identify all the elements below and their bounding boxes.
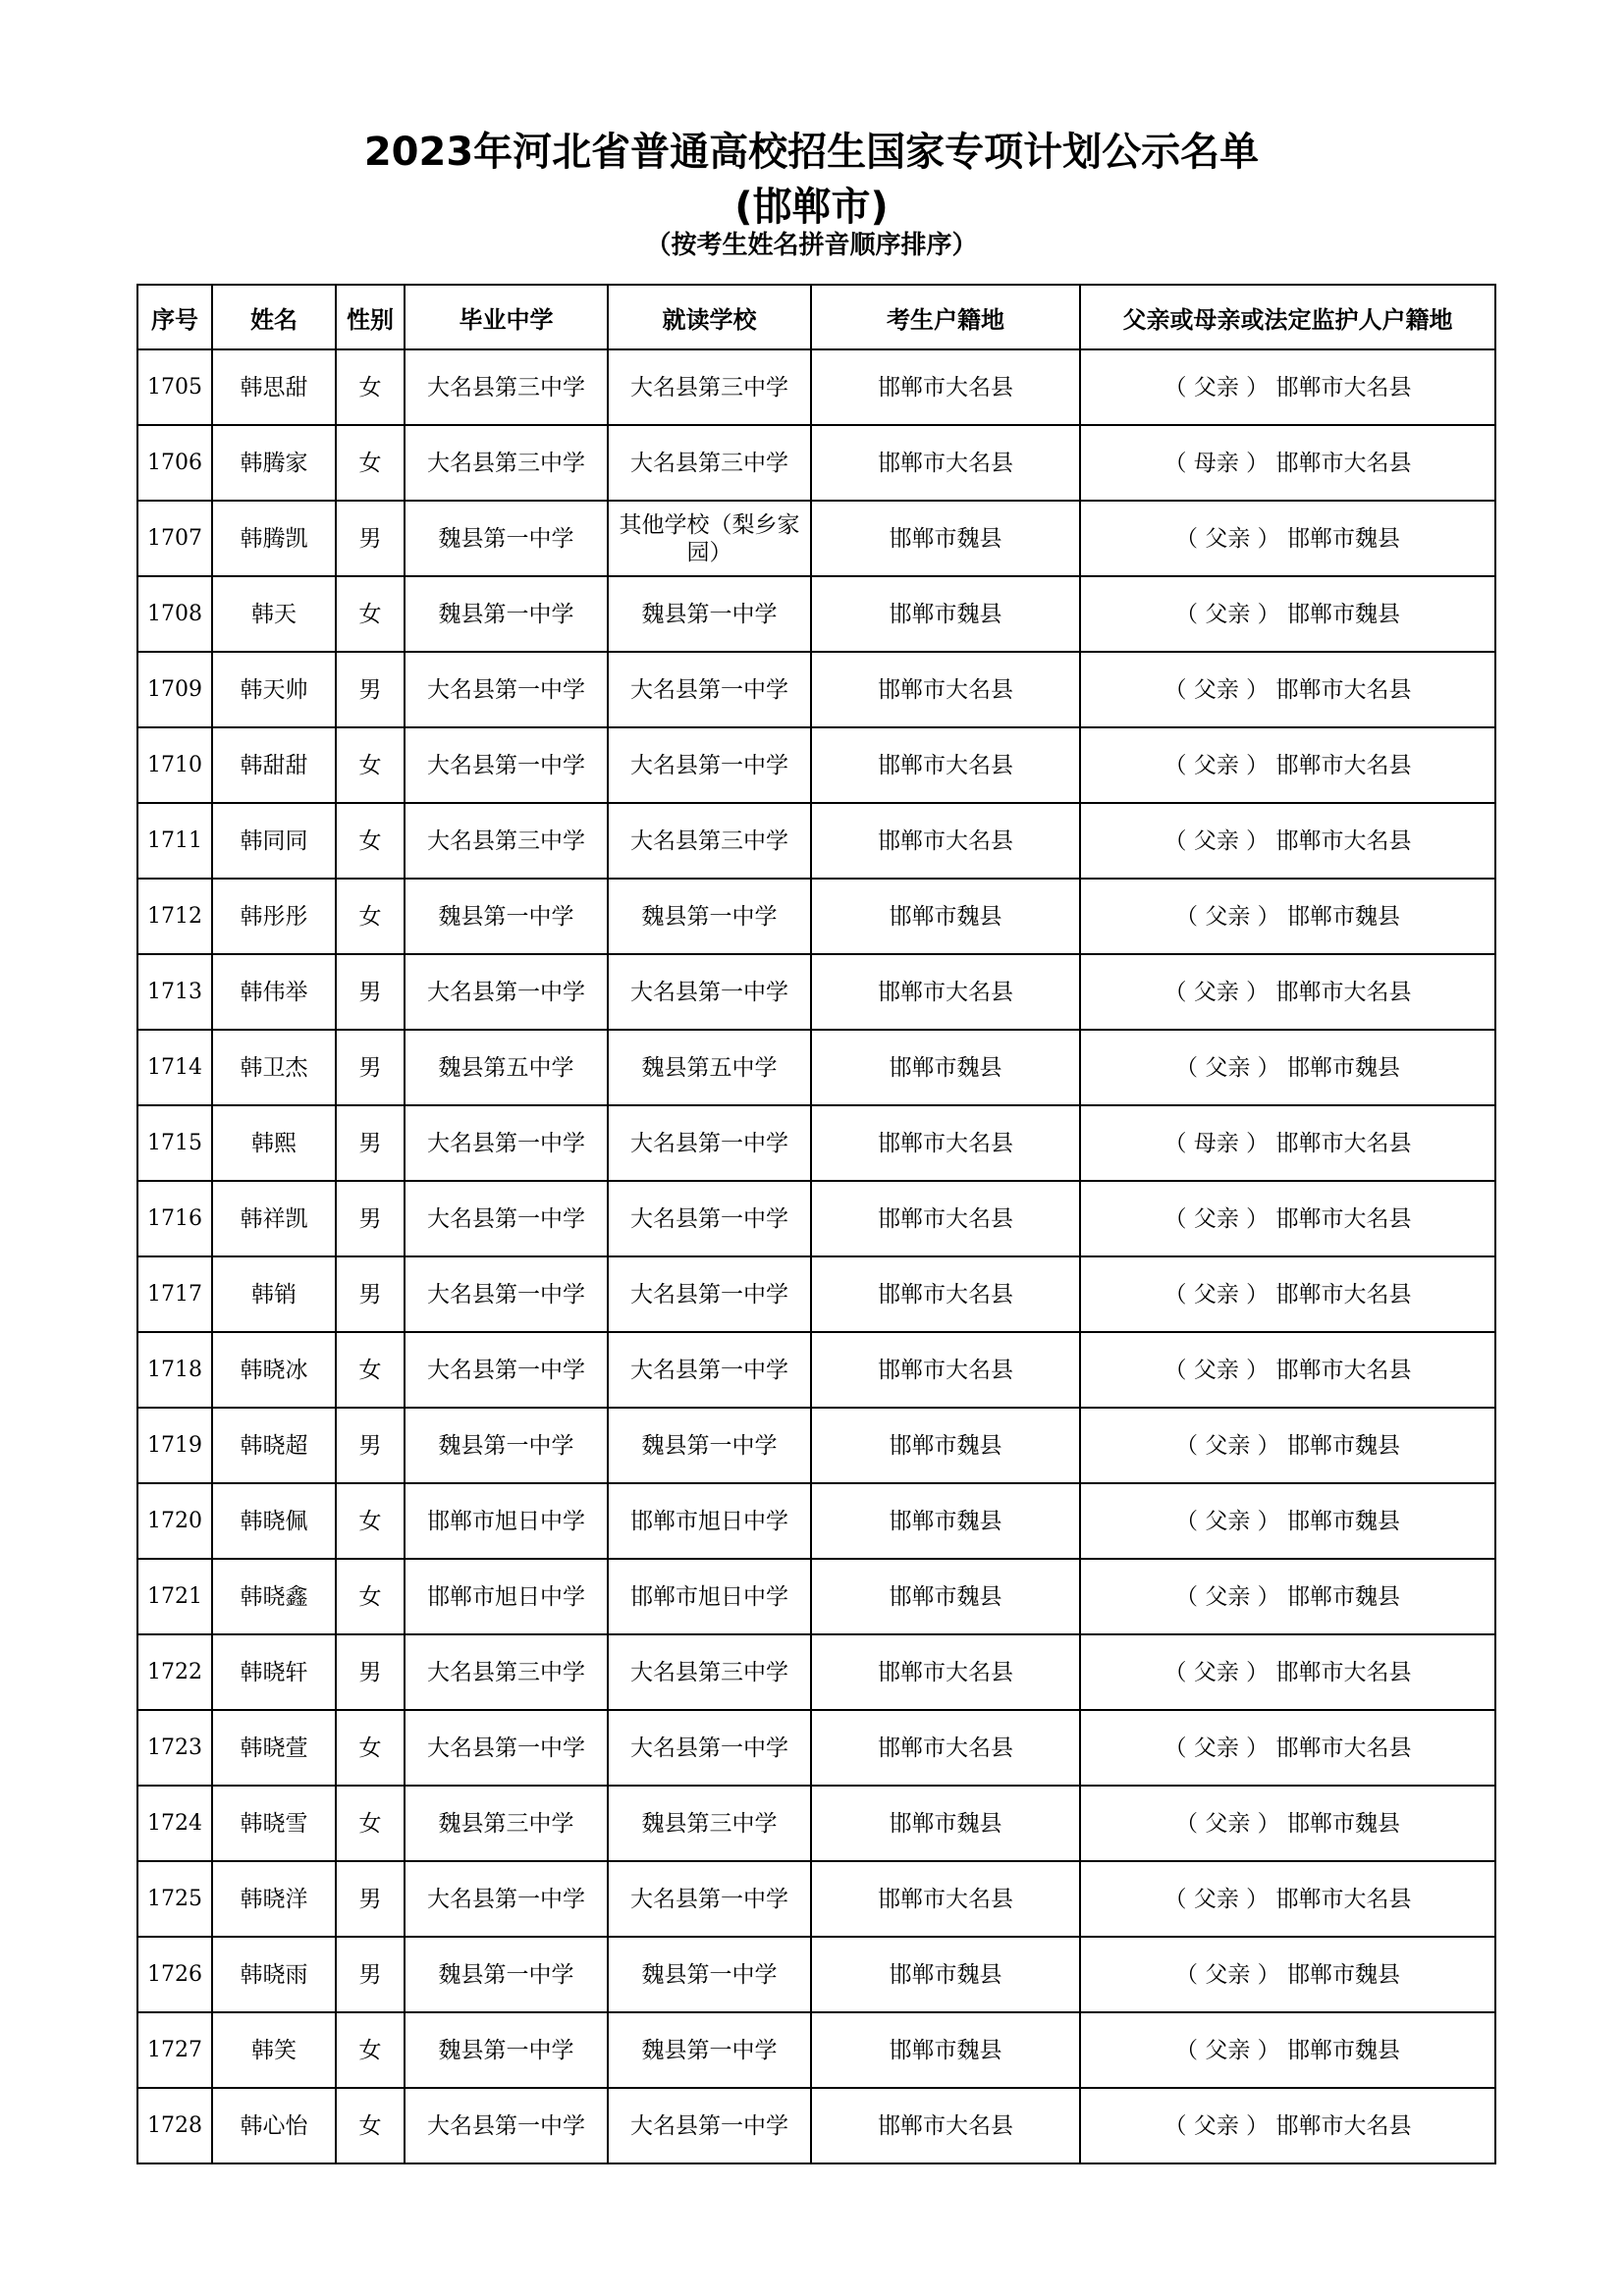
- cell-student-hukou: 邯郸市魏县: [811, 576, 1080, 652]
- cell-student-hukou: 邯郸市大名县: [811, 727, 1080, 803]
- cell-seq: 1727: [137, 2012, 212, 2088]
- cell-current-school: 魏县第五中学: [608, 1030, 811, 1105]
- table-row: [137, 727, 1495, 803]
- cell-name: 韩晓萱: [212, 1710, 336, 1786]
- cell-guardian-hukou: （ 父亲 ） 邯郸市魏县: [1080, 1786, 1495, 1861]
- table-row: [137, 954, 1495, 1030]
- cell-grad-school: 大名县第三中学: [405, 1634, 608, 1710]
- cell-guardian-hukou: （ 父亲 ） 邯郸市大名县: [1080, 954, 1495, 1030]
- cell-name: 韩彤彤: [212, 879, 336, 954]
- table-row: [137, 349, 1495, 425]
- cell-gender: 女: [336, 349, 405, 425]
- cell-current-school: 其他学校（梨乡家园）: [608, 501, 811, 576]
- cell-student-hukou: 邯郸市大名县: [811, 349, 1080, 425]
- cell-gender: 女: [336, 1332, 405, 1408]
- cell-seq: 1726: [137, 1937, 212, 2012]
- cell-current-school: 魏县第一中学: [608, 1937, 811, 2012]
- cell-student-hukou: 邯郸市大名县: [811, 652, 1080, 727]
- cell-student-hukou: 邯郸市魏县: [811, 879, 1080, 954]
- col-header-name: 姓名: [212, 285, 336, 349]
- cell-grad-school: 大名县第一中学: [405, 727, 608, 803]
- cell-student-hukou: 邯郸市魏县: [811, 501, 1080, 576]
- table-row: [137, 1105, 1495, 1181]
- table-row: [137, 1559, 1495, 1634]
- cell-grad-school: 魏县第一中学: [405, 501, 608, 576]
- cell-seq: 1728: [137, 2088, 212, 2163]
- cell-grad-school: 大名县第三中学: [405, 803, 608, 879]
- table-row: [137, 1332, 1495, 1408]
- cell-current-school: 邯郸市旭日中学: [608, 1559, 811, 1634]
- cell-gender: 男: [336, 1181, 405, 1256]
- cell-seq: 1706: [137, 425, 212, 501]
- table-row: [137, 1786, 1495, 1861]
- cell-student-hukou: 邯郸市大名县: [811, 803, 1080, 879]
- cell-name: 韩晓雪: [212, 1786, 336, 1861]
- cell-seq: 1708: [137, 576, 212, 652]
- sort-note: （按考生姓名拼音顺序排序）: [645, 231, 978, 260]
- table-header-row: [137, 285, 1495, 349]
- cell-current-school: 大名县第一中学: [608, 727, 811, 803]
- col-header-seq: 序号: [137, 285, 212, 349]
- cell-name: 韩销: [212, 1256, 336, 1332]
- cell-seq: 1712: [137, 879, 212, 954]
- list-table: [136, 284, 1496, 2164]
- cell-student-hukou: 邯郸市大名县: [811, 1861, 1080, 1937]
- cell-name: 韩祥凯: [212, 1181, 336, 1256]
- table-row: [137, 1861, 1495, 1937]
- cell-guardian-hukou: （ 父亲 ） 邯郸市魏县: [1080, 1937, 1495, 2012]
- page-subtitle: (邯郸市): [734, 185, 889, 230]
- cell-name: 韩甜甜: [212, 727, 336, 803]
- cell-current-school: 大名县第一中学: [608, 2088, 811, 2163]
- cell-guardian-hukou: （ 父亲 ） 邯郸市魏县: [1080, 501, 1495, 576]
- cell-gender: 男: [336, 1105, 405, 1181]
- cell-name: 韩腾凯: [212, 501, 336, 576]
- cell-name: 韩卫杰: [212, 1030, 336, 1105]
- cell-seq: 1719: [137, 1408, 212, 1483]
- cell-name: 韩晓冰: [212, 1332, 336, 1408]
- cell-seq: 1718: [137, 1332, 212, 1408]
- cell-guardian-hukou: （ 父亲 ） 邯郸市大名县: [1080, 1332, 1495, 1408]
- cell-grad-school: 魏县第一中学: [405, 1408, 608, 1483]
- cell-current-school: 魏县第一中学: [608, 1408, 811, 1483]
- cell-name: 韩腾家: [212, 425, 336, 501]
- table-row: [137, 1030, 1495, 1105]
- col-header-current-school: 就读学校: [608, 285, 811, 349]
- cell-gender: 男: [336, 1256, 405, 1332]
- cell-name: 韩天: [212, 576, 336, 652]
- cell-grad-school: 魏县第三中学: [405, 1786, 608, 1861]
- cell-gender: 女: [336, 727, 405, 803]
- cell-seq: 1717: [137, 1256, 212, 1332]
- cell-seq: 1707: [137, 501, 212, 576]
- cell-seq: 1721: [137, 1559, 212, 1634]
- cell-guardian-hukou: （ 父亲 ） 邯郸市大名县: [1080, 803, 1495, 879]
- cell-gender: 女: [336, 1786, 405, 1861]
- cell-grad-school: 大名县第三中学: [405, 425, 608, 501]
- cell-seq: 1720: [137, 1483, 212, 1559]
- cell-student-hukou: 邯郸市魏县: [811, 1408, 1080, 1483]
- cell-gender: 男: [336, 501, 405, 576]
- cell-current-school: 大名县第三中学: [608, 1634, 811, 1710]
- cell-seq: 1723: [137, 1710, 212, 1786]
- cell-gender: 男: [336, 1408, 405, 1483]
- table-row: [137, 1256, 1495, 1332]
- table-row: [137, 1408, 1495, 1483]
- table-row: [137, 879, 1495, 954]
- cell-seq: 1710: [137, 727, 212, 803]
- cell-guardian-hukou: （ 父亲 ） 邯郸市大名县: [1080, 2088, 1495, 2163]
- cell-gender: 女: [336, 2012, 405, 2088]
- col-header-guardian-hukou: 父亲或母亲或法定监护人户籍地: [1080, 285, 1495, 349]
- table-row: [137, 425, 1495, 501]
- cell-student-hukou: 邯郸市大名县: [811, 425, 1080, 501]
- cell-student-hukou: 邯郸市魏县: [811, 1483, 1080, 1559]
- cell-name: 韩晓洋: [212, 1861, 336, 1937]
- cell-grad-school: 大名县第一中学: [405, 1181, 608, 1256]
- cell-student-hukou: 邯郸市魏县: [811, 1937, 1080, 2012]
- cell-guardian-hukou: （ 父亲 ） 邯郸市大名县: [1080, 1256, 1495, 1332]
- cell-gender: 女: [336, 1559, 405, 1634]
- table-row: [137, 803, 1495, 879]
- cell-grad-school: 魏县第一中学: [405, 879, 608, 954]
- cell-grad-school: 大名县第一中学: [405, 1332, 608, 1408]
- cell-current-school: 邯郸市旭日中学: [608, 1483, 811, 1559]
- cell-guardian-hukou: （ 父亲 ） 邯郸市魏县: [1080, 1483, 1495, 1559]
- table-row: [137, 1181, 1495, 1256]
- cell-grad-school: 大名县第一中学: [405, 652, 608, 727]
- cell-guardian-hukou: （ 父亲 ） 邯郸市大名县: [1080, 727, 1495, 803]
- cell-student-hukou: 邯郸市大名县: [811, 1256, 1080, 1332]
- cell-current-school: 大名县第三中学: [608, 425, 811, 501]
- cell-gender: 男: [336, 1634, 405, 1710]
- cell-guardian-hukou: （ 父亲 ） 邯郸市大名县: [1080, 349, 1495, 425]
- cell-guardian-hukou: （ 父亲 ） 邯郸市魏县: [1080, 576, 1495, 652]
- cell-name: 韩心怡: [212, 2088, 336, 2163]
- cell-gender: 男: [336, 1030, 405, 1105]
- cell-name: 韩同同: [212, 803, 336, 879]
- cell-guardian-hukou: （ 母亲 ） 邯郸市大名县: [1080, 425, 1495, 501]
- cell-guardian-hukou: （ 父亲 ） 邯郸市魏县: [1080, 1559, 1495, 1634]
- table-row: [137, 501, 1495, 576]
- cell-gender: 男: [336, 1861, 405, 1937]
- cell-current-school: 大名县第三中学: [608, 349, 811, 425]
- cell-name: 韩晓轩: [212, 1634, 336, 1710]
- cell-gender: 女: [336, 803, 405, 879]
- cell-seq: 1716: [137, 1181, 212, 1256]
- cell-grad-school: 大名县第一中学: [405, 1105, 608, 1181]
- cell-seq: 1724: [137, 1786, 212, 1861]
- cell-gender: 男: [336, 652, 405, 727]
- cell-guardian-hukou: （ 父亲 ） 邯郸市魏县: [1080, 2012, 1495, 2088]
- table-row: [137, 1483, 1495, 1559]
- cell-current-school: 大名县第一中学: [608, 954, 811, 1030]
- cell-gender: 女: [336, 576, 405, 652]
- cell-student-hukou: 邯郸市大名县: [811, 1181, 1080, 1256]
- cell-student-hukou: 邯郸市大名县: [811, 1710, 1080, 1786]
- cell-current-school: 大名县第一中学: [608, 1256, 811, 1332]
- cell-guardian-hukou: （ 母亲 ） 邯郸市大名县: [1080, 1105, 1495, 1181]
- table-row: [137, 576, 1495, 652]
- cell-gender: 女: [336, 2088, 405, 2163]
- col-header-grad-school: 毕业中学: [405, 285, 608, 349]
- table-row: [137, 1937, 1495, 2012]
- table-row: [137, 652, 1495, 727]
- col-header-gender: 性别: [336, 285, 405, 349]
- cell-name: 韩晓鑫: [212, 1559, 336, 1634]
- cell-seq: 1725: [137, 1861, 212, 1937]
- cell-seq: 1714: [137, 1030, 212, 1105]
- cell-student-hukou: 邯郸市大名县: [811, 1332, 1080, 1408]
- cell-student-hukou: 邯郸市魏县: [811, 1030, 1080, 1105]
- cell-seq: 1709: [137, 652, 212, 727]
- table-row: [137, 1710, 1495, 1786]
- cell-guardian-hukou: （ 父亲 ） 邯郸市魏县: [1080, 879, 1495, 954]
- cell-guardian-hukou: （ 父亲 ） 邯郸市大名县: [1080, 1634, 1495, 1710]
- table-row: [137, 2012, 1495, 2088]
- cell-guardian-hukou: （ 父亲 ） 邯郸市大名县: [1080, 1861, 1495, 1937]
- cell-name: 韩伟举: [212, 954, 336, 1030]
- cell-student-hukou: 邯郸市魏县: [811, 1786, 1080, 1861]
- cell-name: 韩思甜: [212, 349, 336, 425]
- cell-current-school: 魏县第一中学: [608, 879, 811, 954]
- cell-seq: 1711: [137, 803, 212, 879]
- cell-name: 韩晓雨: [212, 1937, 336, 2012]
- cell-current-school: 大名县第三中学: [608, 803, 811, 879]
- cell-gender: 男: [336, 1937, 405, 2012]
- cell-grad-school: 大名县第一中学: [405, 1710, 608, 1786]
- cell-guardian-hukou: （ 父亲 ） 邯郸市大名县: [1080, 1710, 1495, 1786]
- cell-seq: 1705: [137, 349, 212, 425]
- cell-student-hukou: 邯郸市大名县: [811, 1634, 1080, 1710]
- cell-grad-school: 魏县第一中学: [405, 1937, 608, 2012]
- cell-name: 韩笑: [212, 2012, 336, 2088]
- cell-grad-school: 大名县第三中学: [405, 349, 608, 425]
- cell-student-hukou: 邯郸市大名县: [811, 2088, 1080, 2163]
- cell-grad-school: 魏县第一中学: [405, 576, 608, 652]
- cell-name: 韩熙: [212, 1105, 336, 1181]
- cell-grad-school: 邯郸市旭日中学: [405, 1559, 608, 1634]
- cell-guardian-hukou: （ 父亲 ） 邯郸市大名县: [1080, 1181, 1495, 1256]
- cell-name: 韩晓佩: [212, 1483, 336, 1559]
- cell-current-school: 大名县第一中学: [608, 1861, 811, 1937]
- cell-current-school: 大名县第一中学: [608, 1105, 811, 1181]
- cell-gender: 女: [336, 425, 405, 501]
- cell-current-school: 大名县第一中学: [608, 1710, 811, 1786]
- cell-grad-school: 邯郸市旭日中学: [405, 1483, 608, 1559]
- cell-current-school: 大名县第一中学: [608, 1181, 811, 1256]
- cell-student-hukou: 邯郸市大名县: [811, 954, 1080, 1030]
- cell-current-school: 魏县第一中学: [608, 2012, 811, 2088]
- table-row: [137, 1634, 1495, 1710]
- cell-current-school: 魏县第三中学: [608, 1786, 811, 1861]
- cell-current-school: 魏县第一中学: [608, 576, 811, 652]
- cell-name: 韩天帅: [212, 652, 336, 727]
- cell-gender: 女: [336, 1710, 405, 1786]
- cell-grad-school: 魏县第五中学: [405, 1030, 608, 1105]
- cell-grad-school: 魏县第一中学: [405, 2012, 608, 2088]
- cell-grad-school: 大名县第一中学: [405, 2088, 608, 2163]
- cell-grad-school: 大名县第一中学: [405, 954, 608, 1030]
- cell-student-hukou: 邯郸市魏县: [811, 1559, 1080, 1634]
- cell-gender: 女: [336, 879, 405, 954]
- cell-guardian-hukou: （ 父亲 ） 邯郸市大名县: [1080, 652, 1495, 727]
- cell-seq: 1713: [137, 954, 212, 1030]
- cell-guardian-hukou: （ 父亲 ） 邯郸市魏县: [1080, 1030, 1495, 1105]
- cell-gender: 男: [336, 954, 405, 1030]
- cell-student-hukou: 邯郸市魏县: [811, 2012, 1080, 2088]
- cell-name: 韩晓超: [212, 1408, 336, 1483]
- page-title: 2023年河北省普通高校招生国家专项计划公示名单: [363, 130, 1260, 175]
- cell-seq: 1722: [137, 1634, 212, 1710]
- table-row: [137, 2088, 1495, 2163]
- cell-student-hukou: 邯郸市大名县: [811, 1105, 1080, 1181]
- cell-guardian-hukou: （ 父亲 ） 邯郸市魏县: [1080, 1408, 1495, 1483]
- cell-current-school: 大名县第一中学: [608, 1332, 811, 1408]
- cell-seq: 1715: [137, 1105, 212, 1181]
- col-header-student-hukou: 考生户籍地: [811, 285, 1080, 349]
- cell-grad-school: 大名县第一中学: [405, 1861, 608, 1937]
- cell-gender: 女: [336, 1483, 405, 1559]
- cell-grad-school: 大名县第一中学: [405, 1256, 608, 1332]
- cell-current-school: 大名县第一中学: [608, 652, 811, 727]
